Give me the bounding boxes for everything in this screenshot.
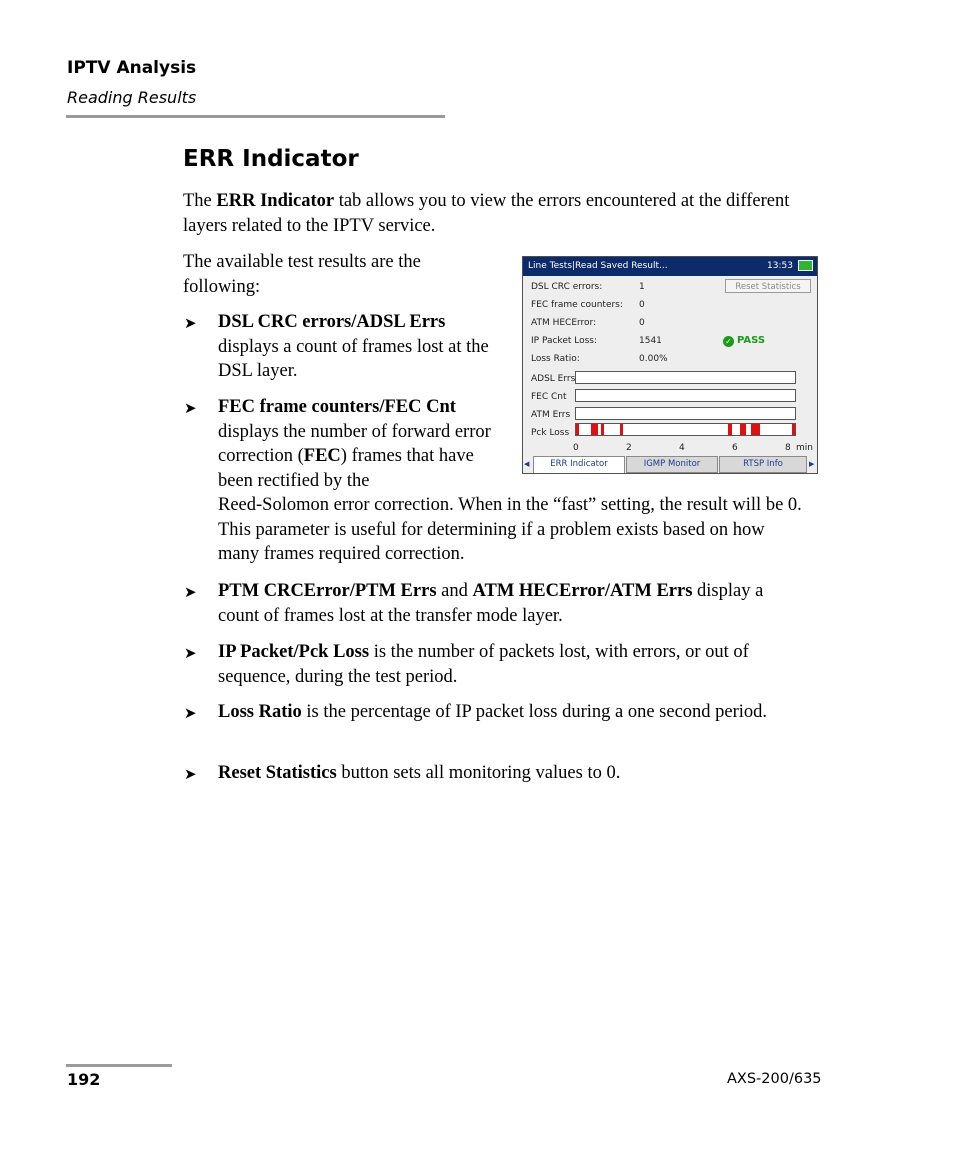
bar-label-adsl: ADSL Errs — [531, 374, 576, 384]
bullet-bold: Loss Ratio — [218, 702, 302, 722]
running-header-subtitle: Reading Results — [67, 88, 197, 107]
loss-ratio-value: 0.00% — [639, 354, 668, 364]
section-heading: ERR Indicator — [183, 146, 359, 172]
packet-loss-marker — [729, 424, 732, 435]
bullet-arrow-icon: ➤ — [184, 706, 197, 722]
bullet-bold: Reset Statistics — [218, 763, 337, 783]
bullet-ip-packet — [218, 640, 818, 689]
bar-pck-loss — [575, 423, 796, 436]
bullet-text: is the number of packets lost, with errors, or out of sequence, during the test period. — [218, 642, 749, 687]
fec-value: 0 — [639, 300, 645, 310]
bullet-reset-statistics — [218, 761, 808, 786]
bullet-text: ) frames that have been rectified by the — [218, 446, 474, 491]
packet-loss-marker — [620, 424, 623, 435]
device-screenshot — [522, 256, 818, 474]
bar-label-pck-loss: Pck Loss — [531, 428, 570, 438]
intro-bold: ERR Indicator — [216, 191, 335, 211]
footer-divider — [66, 1064, 172, 1067]
pass-text: PASS — [737, 335, 766, 346]
ip-packet-loss-value: 1541 — [639, 336, 662, 346]
packet-loss-marker — [757, 424, 760, 435]
header-divider — [66, 115, 445, 118]
atm-value: 0 — [639, 318, 645, 328]
document-code: AXS-200/635 — [727, 1071, 822, 1087]
reset-statistics-button[interactable]: Reset Statistics — [725, 279, 811, 293]
bullet-bold: IP Packet/Pck Loss — [218, 642, 370, 662]
axis-tick-label: 8 — [785, 443, 791, 453]
bullet-arrow-icon: ➤ — [184, 401, 197, 417]
bullet-bold: PTM CRCError/PTM Errs — [218, 581, 437, 601]
bullet-text: display a count of frames lost at the transfer mode layer. — [218, 581, 764, 626]
bullet-dsl-crc — [218, 310, 503, 384]
bullet-text: and — [436, 581, 473, 601]
packet-loss-marker — [743, 424, 746, 435]
axis-tick-label: 4 — [679, 443, 685, 453]
axis-tick-label: 0 — [573, 443, 579, 453]
bullet-text: displays the number of forward error correction ( — [218, 421, 491, 466]
packet-loss-marker — [792, 424, 795, 435]
intro-text-1: The — [183, 191, 217, 211]
scroll-right-icon[interactable]: ▶ — [809, 460, 815, 468]
bar-adsl-errs — [575, 371, 796, 384]
device-title: Line Tests|Read Saved Result... — [528, 261, 668, 271]
packet-loss-marker — [595, 424, 598, 435]
bullet-text: displays a count of frames lost at the DSL layer. — [218, 336, 489, 381]
bullet-text: is the percentage of IP packet loss during a one second period. — [301, 702, 768, 722]
check-circle-icon: ✓ — [723, 336, 734, 347]
dsl-crc-label: DSL CRC errors: — [531, 282, 603, 292]
bullet-fec — [218, 395, 513, 493]
bullet-arrow-icon: ➤ — [184, 585, 197, 601]
pass-status-badge — [723, 335, 765, 347]
atm-label: ATM HECError: — [531, 318, 597, 328]
fec-bold: FEC — [303, 446, 341, 466]
bar-label-atm: ATM Errs — [531, 410, 571, 420]
packet-loss-marker — [576, 424, 579, 435]
intro-text-2: tab allows you to view the errors encountered at the different layers related to the IPTV service. — [183, 191, 790, 236]
device-title-bar — [523, 257, 817, 276]
bullet-bold: FEC frame counters/FEC Cnt — [218, 397, 456, 417]
device-clock: 13:53 — [767, 261, 793, 271]
bullet-loss-ratio — [218, 700, 808, 725]
page-number: 192 — [67, 1070, 101, 1089]
dsl-crc-value: 1 — [639, 282, 645, 292]
axis-tick-label: 6 — [732, 443, 738, 453]
tab-err-indicator[interactable]: ERR Indicator — [533, 456, 625, 473]
loss-ratio-label: Loss Ratio: — [531, 354, 580, 364]
device-tab-bar — [523, 456, 817, 473]
ip-packet-loss-label: IP Packet Loss: — [531, 336, 598, 346]
bullet-bold: DSL CRC errors/ADSL Errs — [218, 312, 446, 332]
axis-unit-label: min — [796, 443, 813, 453]
bullet-ptm-atm — [218, 579, 808, 628]
tab-rtsp-info[interactable]: RTSP Info — [719, 456, 807, 473]
bullet-bold: ATM HECError/ATM Errs — [472, 581, 693, 601]
tab-igmp-monitor[interactable]: IGMP Monitor — [626, 456, 718, 473]
bullet-arrow-icon: ➤ — [184, 646, 197, 662]
running-header-title: IPTV Analysis — [67, 58, 197, 78]
intro-paragraph — [183, 189, 823, 238]
bar-label-fec: FEC Cnt — [531, 392, 567, 402]
bullet-arrow-icon: ➤ — [184, 767, 197, 783]
bar-fec-cnt — [575, 389, 796, 402]
bullet-fec-continued: Reed-Solomon error correction. When in the “fast” setting, the result will be 0. This parameter is useful for determining if a problem exists based on how many frames required correction. — [218, 495, 802, 564]
available-results-paragraph: The available test results are the following: — [183, 252, 421, 297]
axis-tick-label: 2 — [626, 443, 632, 453]
battery-icon — [798, 260, 813, 271]
fec-label: FEC frame counters: — [531, 300, 623, 310]
packet-loss-marker — [601, 424, 604, 435]
scroll-left-icon[interactable]: ◀ — [524, 460, 530, 468]
bar-atm-errs — [575, 407, 796, 420]
bullet-arrow-icon: ➤ — [184, 316, 197, 332]
bullet-text: button sets all monitoring values to 0. — [336, 763, 621, 783]
